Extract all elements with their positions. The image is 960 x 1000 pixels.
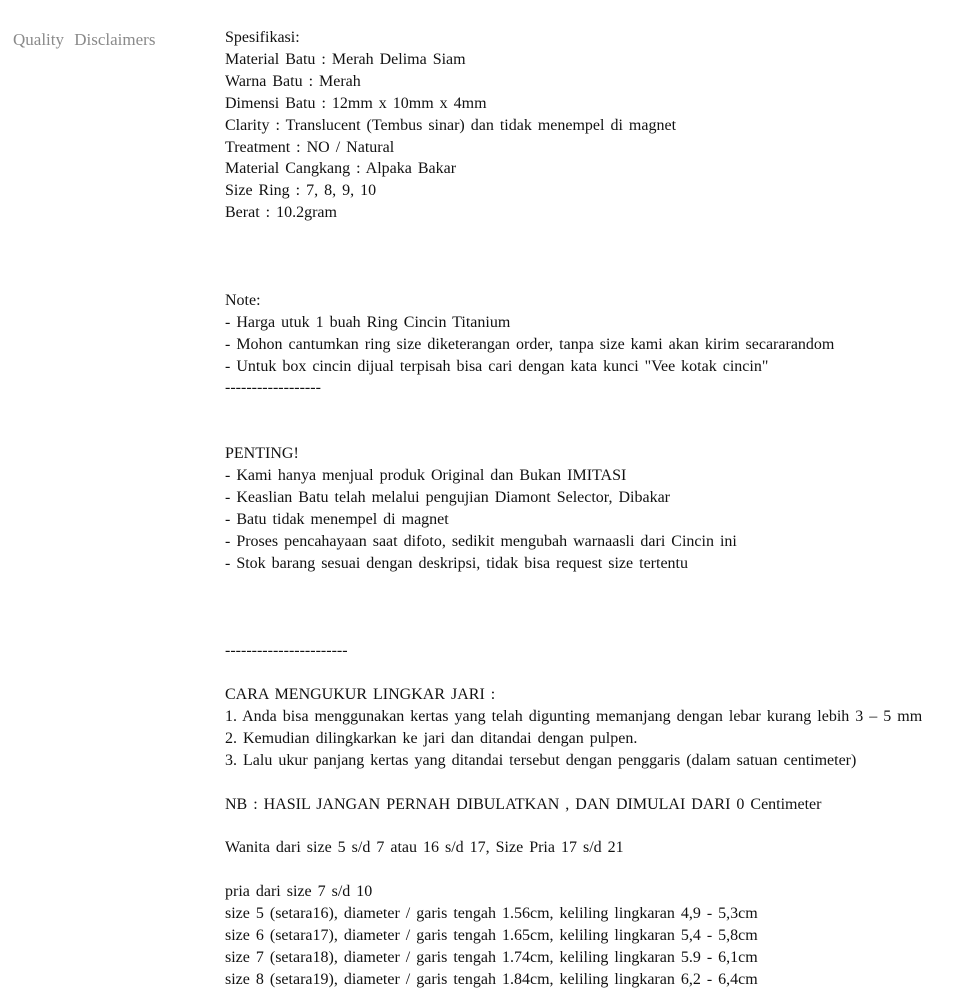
blank-line xyxy=(225,618,950,640)
description-line: - Kami hanya menjual produk Original dan Bukan IMITASI xyxy=(225,467,627,485)
sidebar xyxy=(13,30,203,50)
description-line: Spesifikasi: xyxy=(225,29,300,46)
description-line: ------------------ xyxy=(225,379,321,397)
description-line: size 5 (setara16), diameter / garis tengah 1.56cm, keliling lingkaran 4,9 - 5,3cm xyxy=(225,905,758,923)
description-line: 2. Kemudian dilingkarkan ke jari dan ditandai dengan pulpen. xyxy=(225,729,638,747)
description-line: size 7 (setara18), diameter / garis tengah 1.74cm, keliling lingkaran 5.9 - 6,1cm xyxy=(225,948,758,966)
blank-line xyxy=(225,268,950,290)
description-line: - Untuk box cincin dijual terpisah bisa cari dengan kata kunci "Vee kotak cincin" xyxy=(225,357,769,375)
description-line: Warna Batu : Merah xyxy=(225,72,361,90)
description-line: size 8 (setara19), diameter / garis tengah 1.84cm, keliling lingkaran 6,2 - 6,4cm xyxy=(225,970,758,988)
description-line: pria dari size 7 s/d 10 xyxy=(225,883,373,901)
description-line: - Proses pencahayaan saat difoto, sedikit mengubah warnaasli dari Cincin ini xyxy=(225,532,737,550)
blank-line xyxy=(225,662,950,684)
blank-line xyxy=(225,575,950,597)
blank-line xyxy=(225,815,950,837)
quality-disclaimers-link[interactable]: Quality Disclaimers xyxy=(13,30,156,49)
description-line: Size Ring : 7, 8, 9, 10 xyxy=(225,182,377,200)
description-line: ----------------------- xyxy=(225,642,348,660)
description-line: - Stok barang sesuai dengan deskripsi, tidak bisa request size tertentu xyxy=(225,554,688,572)
description-line: - Harga utuk 1 buah Ring Cincin Titanium xyxy=(225,313,511,331)
description-line: Berat : 10.2gram xyxy=(225,204,337,222)
blank-line xyxy=(225,246,950,268)
description-line: Clarity : Translucent (Tembus sinar) dan tidak menempel di magnet xyxy=(225,116,677,134)
description-line: Material Cangkang : Alpaka Bakar xyxy=(225,160,457,178)
product-description xyxy=(225,27,950,991)
blank-line xyxy=(225,596,950,618)
description-line: Treatment : NO / Natural xyxy=(225,138,395,156)
description-line: - Keaslian Batu telah melalui pengujian Diamont Selector, Dibakar xyxy=(225,488,670,506)
description-line: - Mohon cantumkan ring size diketerangan order, tanpa size kami akan kirim secararandom xyxy=(225,335,835,353)
description-line: Note: xyxy=(225,291,261,309)
blank-line xyxy=(225,421,950,443)
description-line: PENTING! xyxy=(225,445,299,463)
description-line: Wanita dari size 5 s/d 7 atau 16 s/d 17, Size Pria 17 s/d 21 xyxy=(225,839,624,857)
description-line: 1. Anda bisa menggunakan kertas yang telah digunting memanjang dengan lebar kurang lebih 3 – 5 mm xyxy=(225,707,923,725)
description-line: CARA MENGUKUR LINGKAR JARI : xyxy=(225,686,496,704)
description-line: 3. Lalu ukur panjang kertas yang ditandai tersebut dengan penggaris (dalam satuan centimeter) xyxy=(225,751,857,769)
description-line: - Batu tidak menempel di magnet xyxy=(225,510,449,528)
blank-line xyxy=(225,224,950,246)
blank-line xyxy=(225,859,950,881)
description-line: Dimensi Batu : 12mm x 10mm x 4mm xyxy=(225,94,487,112)
blank-line xyxy=(225,772,950,794)
description-line: NB : HASIL JANGAN PERNAH DIBULATKAN , DAN DIMULAI DARI 0 Centimeter xyxy=(225,795,822,813)
description-line: size 6 (setara17), diameter / garis tengah 1.65cm, keliling lingkaran 5,4 - 5,8cm xyxy=(225,926,758,944)
description-line: Material Batu : Merah Delima Siam xyxy=(225,50,466,68)
blank-line xyxy=(225,399,950,421)
